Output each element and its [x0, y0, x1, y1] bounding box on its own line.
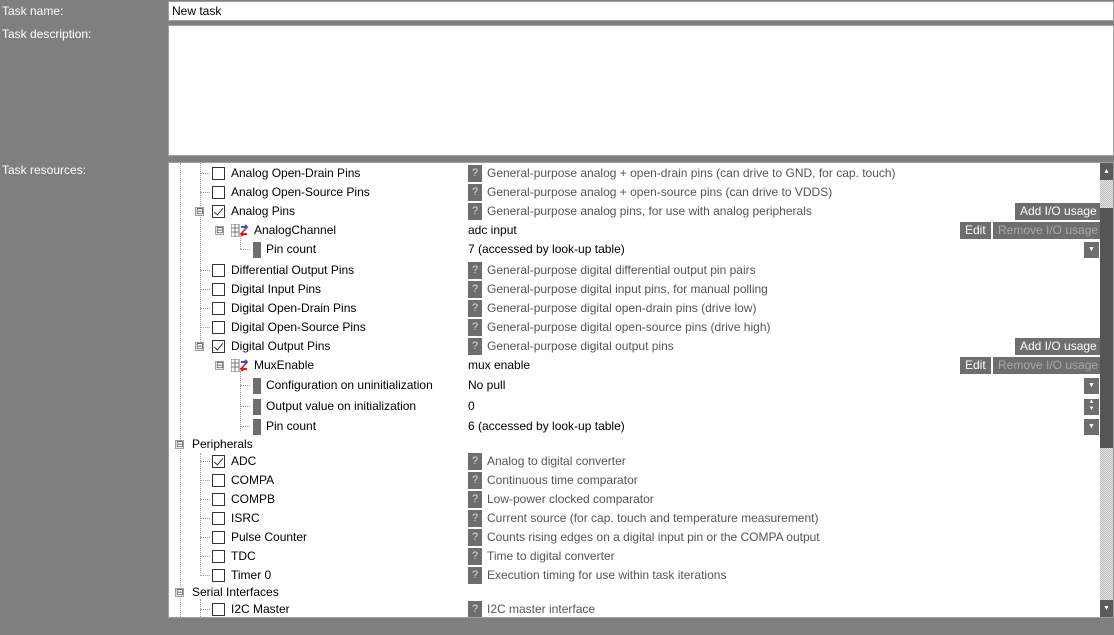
- checkbox-compa[interactable]: [212, 474, 225, 487]
- dropdown-arrow-icon[interactable]: ▼: [1084, 419, 1099, 435]
- group-label: Serial Interfaces: [192, 585, 279, 599]
- help-icon[interactable]: ?: [468, 300, 482, 317]
- pin-count-select[interactable]: 6 (accessed by look-up table): [468, 419, 625, 433]
- tree-row-tdc: [169, 547, 1101, 566]
- row-label: COMPA: [231, 473, 275, 487]
- help-icon[interactable]: ?: [468, 529, 482, 546]
- property-marker: [253, 242, 261, 258]
- checkbox-adc[interactable]: [212, 455, 225, 468]
- help-icon[interactable]: ?: [468, 567, 482, 584]
- collapse-icon[interactable]: ⊟: [196, 206, 204, 216]
- checkbox-analog-open-drain[interactable]: [212, 167, 225, 180]
- tree-row-pulse-counter: [169, 528, 1101, 547]
- scroll-up-icon[interactable]: ▲: [1100, 163, 1113, 180]
- checkbox-digital-open-drain[interactable]: [212, 302, 225, 315]
- checkbox-compb[interactable]: [212, 493, 225, 506]
- collapse-icon[interactable]: ⊟: [216, 360, 224, 370]
- task-resources-tree[interactable]: [168, 162, 1114, 618]
- tree-row-analog-channel: [169, 221, 1101, 240]
- row-label: Output value on initialization: [266, 399, 417, 413]
- tree-row-analog-open-drain: [169, 164, 1101, 183]
- row-description: General-purpose digital output pins: [487, 339, 674, 353]
- row-description: General-purpose digital open-source pins (drive high): [487, 320, 771, 334]
- row-description: Time to digital converter: [487, 549, 615, 563]
- row-label: AnalogChannel: [254, 223, 337, 237]
- property-marker: [253, 378, 261, 394]
- row-label: Analog Open-Source Pins: [231, 185, 370, 199]
- row-description: Analog to digital converter: [487, 454, 626, 468]
- row-value: adc input: [468, 223, 517, 237]
- row-label: Pin count: [266, 242, 317, 256]
- checkbox-analog-pins[interactable]: [212, 205, 225, 218]
- row-label: ADC: [231, 454, 257, 468]
- remove-io-usage-button[interactable]: Remove I/O usage: [993, 222, 1103, 239]
- row-label: Digital Output Pins: [231, 339, 331, 353]
- add-io-usage-button[interactable]: Add I/O usage: [1015, 203, 1102, 220]
- checkbox-i2c-master[interactable]: [212, 603, 225, 616]
- checkbox-isrc[interactable]: [212, 512, 225, 525]
- row-description: General-purpose digital input pins, for manual polling: [487, 282, 768, 296]
- row-label: Pulse Counter: [231, 530, 308, 544]
- checkbox-tdc[interactable]: [212, 550, 225, 563]
- dropdown-arrow-icon[interactable]: ▼: [1084, 242, 1099, 258]
- help-icon[interactable]: ?: [468, 165, 482, 182]
- row-label: Pin count: [266, 419, 317, 433]
- checkbox-differential-output[interactable]: [212, 264, 225, 277]
- row-description: Execution timing for use within task iterations: [487, 568, 727, 582]
- dropdown-arrow-icon[interactable]: ▼: [1084, 378, 1099, 394]
- task-description-label: Task description:: [2, 27, 92, 41]
- group-label: Peripherals: [192, 437, 253, 451]
- tree-row-compa: [169, 471, 1101, 490]
- tree-row-mux-pin-count: [169, 417, 1101, 436]
- checkbox-digital-output[interactable]: [212, 340, 225, 353]
- edit-button[interactable]: Edit: [960, 357, 991, 374]
- tree-row-analog-open-source: [169, 183, 1101, 202]
- row-label: Timer 0: [231, 568, 272, 582]
- help-icon[interactable]: ?: [468, 319, 482, 336]
- scrollbar-thumb[interactable]: [1100, 208, 1113, 448]
- property-marker: [253, 419, 261, 435]
- row-label: Digital Input Pins: [231, 282, 322, 296]
- task-description-textarea[interactable]: [168, 25, 1114, 156]
- tree-row-differential-output: [169, 261, 1101, 280]
- help-icon[interactable]: ?: [468, 281, 482, 298]
- tree-row-analog-pin-count: [169, 240, 1101, 259]
- row-description: General-purpose digital differential output pin pairs: [487, 263, 756, 277]
- task-resources-label: Task resources:: [2, 163, 87, 177]
- row-label: ISRC: [231, 511, 260, 525]
- edit-button[interactable]: Edit: [960, 222, 991, 239]
- checkbox-analog-open-source[interactable]: [212, 186, 225, 199]
- row-description: General-purpose analog pins, for use with analog peripherals: [487, 204, 812, 218]
- help-icon[interactable]: ?: [468, 262, 482, 279]
- output-init-spinbox[interactable]: 0: [468, 399, 475, 413]
- row-label: MuxEnable: [254, 358, 315, 372]
- tree-row-compb: [169, 490, 1101, 509]
- tree-row-adc: [169, 452, 1101, 471]
- tree-row-i2c-master: [169, 600, 1101, 618]
- checkbox-digital-input[interactable]: [212, 283, 225, 296]
- help-icon[interactable]: ?: [468, 510, 482, 527]
- row-description: Low-power clocked comparator: [487, 492, 654, 506]
- help-icon[interactable]: ?: [468, 203, 482, 220]
- checkbox-timer0[interactable]: [212, 569, 225, 582]
- property-marker: [253, 399, 261, 415]
- row-description: General-purpose analog + open-source pins (can drive to VDDS): [487, 185, 833, 199]
- tree-row-digital-open-source: [169, 318, 1101, 337]
- collapse-icon[interactable]: ⊟: [216, 225, 224, 235]
- scroll-down-icon[interactable]: ▼: [1100, 600, 1113, 617]
- tree-row-output-init: [169, 397, 1101, 416]
- row-description: Current source (for cap. touch and temperature measurement): [487, 511, 819, 525]
- help-icon[interactable]: ?: [468, 548, 482, 565]
- config-uninit-select[interactable]: No pull: [468, 378, 506, 392]
- row-label: Analog Open-Drain Pins: [231, 166, 361, 180]
- task-name-label: Task name:: [2, 4, 64, 18]
- row-description: I2C master interface: [487, 602, 596, 616]
- row-value: mux enable: [468, 358, 531, 372]
- tree-row-digital-input: [169, 280, 1101, 299]
- row-label: Configuration on uninitialization: [266, 378, 433, 392]
- collapse-icon[interactable]: ⊟: [176, 587, 184, 597]
- help-icon[interactable]: ?: [468, 472, 482, 489]
- spinner-icon[interactable]: ▲ ▼: [1084, 399, 1099, 415]
- tree-row-mux-enable: [169, 356, 1101, 375]
- row-label: I2C Master: [231, 602, 290, 616]
- row-label: TDC: [231, 549, 256, 563]
- task-name-input[interactable]: New task: [168, 1, 1114, 21]
- tree-row-analog-pins: [169, 202, 1101, 221]
- tree-row-isrc: [169, 509, 1101, 528]
- tree-row-digital-open-drain: [169, 299, 1101, 318]
- collapse-icon[interactable]: ⊟: [196, 341, 204, 351]
- row-label: Digital Open-Source Pins: [231, 320, 366, 334]
- row-description: General-purpose analog + open-drain pins (can drive to GND, for cap. touch): [487, 166, 896, 180]
- help-icon[interactable]: ?: [468, 601, 482, 618]
- help-icon[interactable]: ?: [468, 184, 482, 201]
- row-description: General-purpose digital open-drain pins (drive low): [487, 301, 757, 315]
- row-label: COMPB: [231, 492, 276, 506]
- collapse-icon[interactable]: ⊟: [176, 439, 184, 449]
- pin-count-select[interactable]: 7 (accessed by look-up table): [468, 242, 625, 256]
- help-icon[interactable]: ?: [468, 338, 482, 355]
- help-icon[interactable]: ?: [468, 453, 482, 470]
- add-io-usage-button[interactable]: Add I/O usage: [1015, 338, 1102, 355]
- checkbox-pulse-counter[interactable]: [212, 531, 225, 544]
- checkbox-digital-open-source[interactable]: [212, 321, 225, 334]
- remove-io-usage-button[interactable]: Remove I/O usage: [993, 357, 1103, 374]
- row-label: Differential Output Pins: [231, 263, 355, 277]
- tree-row-config-uninit: [169, 376, 1101, 395]
- row-label: Digital Open-Drain Pins: [231, 301, 357, 315]
- help-icon[interactable]: ?: [468, 491, 482, 508]
- vertical-scrollbar[interactable]: [1100, 163, 1113, 617]
- row-description: Counts rising edges on a digital input pin or the COMPA output: [487, 530, 820, 544]
- row-description: Continuous time comparator: [487, 473, 638, 487]
- tree-row-digital-output: [169, 337, 1101, 356]
- row-label: Analog Pins: [231, 204, 296, 218]
